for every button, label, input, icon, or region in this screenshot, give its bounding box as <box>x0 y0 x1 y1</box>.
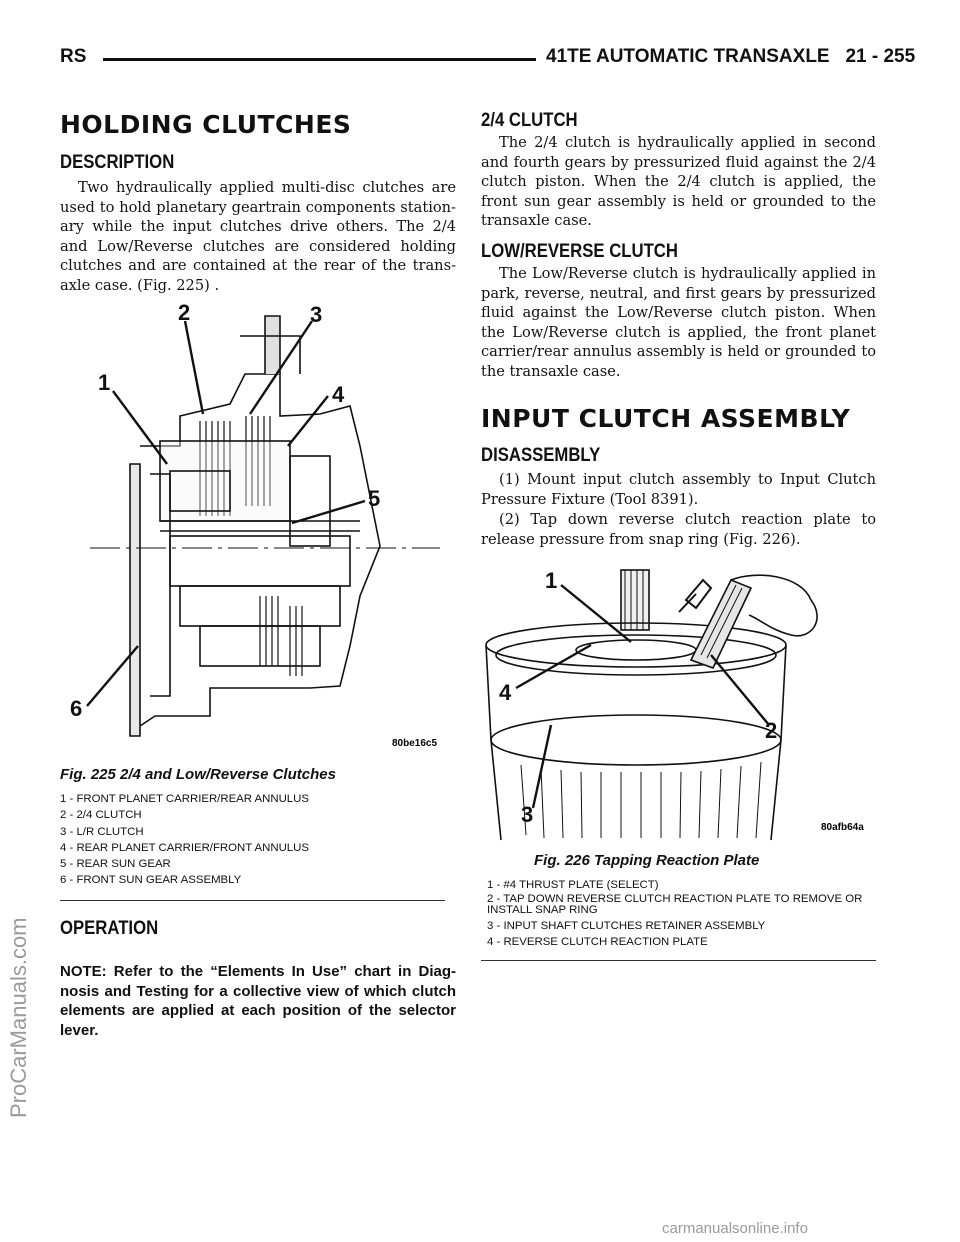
fig226-rule <box>481 960 876 961</box>
fig226-legend <box>487 878 877 951</box>
fig226-callout-3: 3 <box>521 802 534 827</box>
fig225-legend-item: 5 - REAR SUN GEAR <box>60 858 171 871</box>
fig225-callout-2: 2 <box>178 300 191 325</box>
fig226-callout-2: 2 <box>765 718 778 743</box>
step-2 <box>481 510 876 549</box>
heading-low-reverse-clutch: LOW/REVERSE CLUTCH <box>481 241 678 262</box>
fig225-legend-item: 2 - 2/4 CLUTCH <box>60 809 142 822</box>
clutch24-paragraph <box>481 133 876 231</box>
heading-disassembly: DISASSEMBLY <box>481 445 601 466</box>
header-chapter-title: 41TE AUTOMATIC TRANSAXLE <box>546 46 830 67</box>
footer-watermark: carmanualsonline.info <box>662 1220 808 1237</box>
fig225-legend <box>60 792 455 890</box>
fig226-legend-item: 2 - TAP DOWN REVERSE CLUTCH REACTION PLATE TO REMOVE OR INSTALL SNAP RING <box>487 893 863 917</box>
fig225-legend-item: 4 - REAR PLANET CARRIER/FRONT ANNULUS <box>60 841 309 854</box>
description-text: Two hydraulically applied multi-disc clutches are used to hold planetary geartrain components station-ary while the input clutches drive others. The 2/4 and Low/Reverse clutches are considered holding clutches and are contained at the rear of the trans-axle case. (Fig. 225) . <box>60 179 456 294</box>
header-rule <box>103 58 536 61</box>
fig225-legend-item: 6 - FRONT SUN GEAR ASSEMBLY <box>60 874 242 887</box>
fig226-callout-4: 4 <box>499 680 512 705</box>
fig225-caption: Fig. 225 2/4 and Low/Reverse Clutches <box>60 766 336 783</box>
clutch24-text: The 2/4 clutch is hydraulically applied in second and fourth gears by pressurized fluid against the 2/4 clutch piston. When the 2/4 clutch is applied, the front sun gear assembly is held or grounded to the transaxle case. <box>481 134 876 230</box>
lowrev-paragraph <box>481 264 876 382</box>
lowrev-text: The Low/Reverse clutch is hydraulically applied in park, reverse, neutral, and first gears by pressurized fluid against the Low/Reverse clutch piston. When the Low/Reverse clutch is applied, the front planet carrier/rear annulus assembly is held or grounded to the transaxle case. <box>481 265 876 380</box>
heading-24-clutch: 2/4 CLUTCH <box>481 110 578 131</box>
fig225-rule <box>60 900 445 901</box>
fig226-caption: Fig. 226 Tapping Reaction Plate <box>534 852 760 869</box>
figure-225-illustration <box>60 296 460 758</box>
heading-description: DESCRIPTION <box>60 152 175 173</box>
step-1 <box>481 470 876 509</box>
fig225-callout-3: 3 <box>310 302 323 327</box>
section-title-input-clutch-assembly: INPUT CLUTCH ASSEMBLY <box>481 404 851 433</box>
fig225-id: 80be16c5 <box>392 738 438 749</box>
header-title <box>546 46 915 68</box>
figure-226-illustration <box>481 560 876 842</box>
fig226-legend-item: 1 - #4 THRUST PLATE (SELECT) <box>487 879 659 891</box>
fig225-legend-item: 1 - FRONT PLANET CARRIER/REAR ANNULUS <box>60 793 309 805</box>
fig226-callout-1: 1 <box>545 568 558 593</box>
side-watermark: ProCarManuals.com <box>6 917 31 1118</box>
fig225-legend-item: 3 - L/R CLUTCH <box>60 825 144 838</box>
fig226-legend-item: 4 - REVERSE CLUTCH REACTION PLATE <box>487 935 708 948</box>
header-section-code: RS <box>60 46 87 67</box>
step-2-text: (2) Tap down reverse clutch reaction plate to release pressure from snap ring (Fig. 226). <box>481 511 876 548</box>
fig225-callout-4: 4 <box>332 382 345 407</box>
fig225-callout-5: 5 <box>368 486 381 511</box>
operation-note: NOTE: Refer to the “Elements In Use” chart in Diag-nosis and Testing for a collective view of which clutch elements are applied at each position of the selector lever. <box>60 963 456 1039</box>
fig226-id: 80afb64a <box>821 822 864 833</box>
fig225-callout-1: 1 <box>98 370 111 395</box>
step-1-text: (1) Mount input clutch assembly to Input Clutch Pressure Fixture (Tool 8391). <box>481 471 876 508</box>
section-title-holding-clutches: HOLDING CLUTCHES <box>60 110 352 139</box>
heading-operation: OPERATION <box>60 918 159 939</box>
fig226-legend-item: 3 - INPUT SHAFT CLUTCHES RETAINER ASSEMBLY <box>487 919 766 932</box>
fig225-callout-6: 6 <box>70 696 83 721</box>
header-page-number: 21 - 255 <box>845 46 916 67</box>
description-paragraph <box>60 178 456 296</box>
